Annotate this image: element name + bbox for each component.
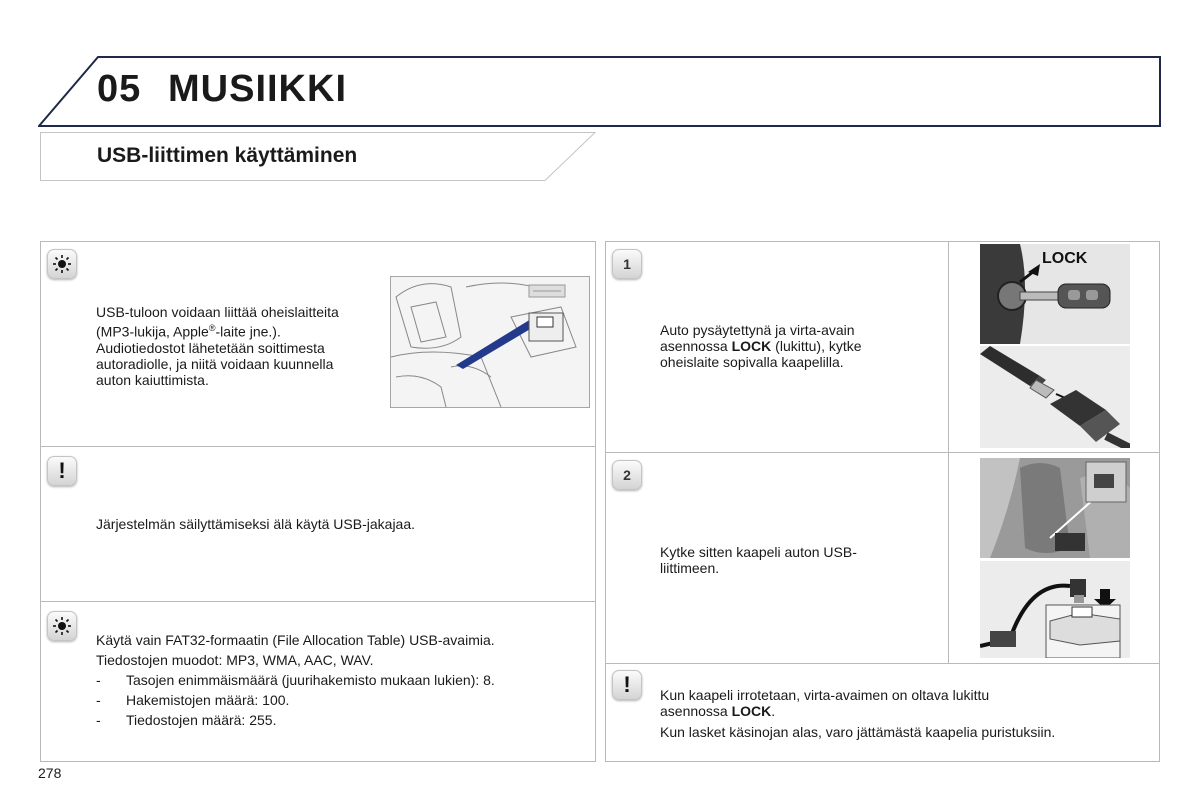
lock-keyword: LOCK	[731, 703, 772, 719]
list-item	[96, 670, 586, 690]
disconnect-warning-text	[660, 687, 1155, 741]
text-fragment: -laite jne.).	[215, 323, 281, 340]
text-line	[660, 703, 1155, 719]
text-line	[96, 320, 386, 340]
text-line: Tiedostojen muodot: MP3, WMA, AAC, WAV.	[96, 652, 374, 668]
text-line: liittimeen.	[660, 560, 720, 576]
list-item-text: Tiedostojen määrä: 255.	[126, 712, 277, 728]
usb-port-location-illustration	[390, 276, 590, 408]
divider	[40, 601, 596, 602]
step-2-badge	[612, 460, 642, 490]
text-line: oheislaite sopivalla kaapelilla.	[660, 354, 844, 370]
list-dash: -	[96, 692, 101, 708]
list-item	[96, 710, 586, 730]
step-1-badge	[612, 249, 642, 279]
lock-label: LOCK	[1042, 250, 1088, 267]
text-line: autoradiolle, ja niitä voidaan kuunnella	[96, 355, 334, 372]
divider	[40, 446, 596, 447]
warning-icon: !	[47, 456, 77, 486]
list-dash: -	[96, 712, 101, 728]
step-number: 1	[623, 256, 631, 272]
text-line: Kytke sitten kaapeli auton USB-	[660, 544, 857, 560]
usb-plug-insert-illustration	[980, 561, 1130, 658]
text-line: Käytä vain FAT32-formaatin (File Allocation Table) USB-avaimia.	[96, 632, 495, 648]
list-item-text: Tasojen enimmäismäärä (juurihakemisto mukaan lukien): 8.	[126, 672, 495, 688]
list-dash: -	[96, 672, 101, 688]
file-format-info	[96, 630, 586, 730]
step-number: 2	[623, 467, 631, 483]
step-1-text	[660, 322, 940, 370]
text-line: Auto pysäytettynä ja virta-avain	[660, 322, 855, 338]
text-fragment: .	[771, 703, 776, 719]
tip-icon	[47, 611, 77, 641]
list-item-text: Hakemistojen määrä: 100.	[126, 692, 290, 708]
text-line: auton kaiuttimista.	[96, 371, 209, 388]
list-item	[96, 690, 586, 710]
chapter-title: MUSIIKKI	[168, 68, 347, 110]
registered-mark: ®	[208, 323, 216, 333]
text-line: Kun kaapeli irrotetaan, virta-avaimen on oltava lukittu	[660, 687, 990, 703]
text-fragment: (lukittu), kytke	[771, 338, 862, 354]
text-fragment: (MP3-lukija, Apple	[96, 323, 209, 340]
text-line: Audiotiedostot lähetetään soittimesta	[96, 339, 325, 356]
divider	[948, 241, 949, 663]
usb-hub-warning-text: Järjestelmän säilyttämiseksi älä käytä USB-jakajaa.	[96, 516, 416, 532]
tip-usb-input-text	[96, 304, 386, 388]
armrest-usb-photo	[980, 458, 1130, 558]
page-number: 278	[38, 765, 62, 781]
text-line	[660, 338, 940, 354]
usb-cable-illustration	[980, 346, 1130, 448]
text-fragment: asennossa	[660, 703, 732, 719]
text-line: USB-tuloon voidaan liittää oheislaitteita	[96, 304, 339, 320]
chapter-number: 05	[97, 68, 142, 110]
divider	[605, 452, 1160, 453]
warning-icon: !	[612, 670, 642, 700]
tip-icon	[47, 249, 77, 279]
text-line: Kun lasket käsinojan alas, varo jättämästä kaapelia puristuksiin.	[660, 724, 1056, 740]
lock-keyword: LOCK	[731, 338, 772, 354]
ignition-lock-illustration	[980, 244, 1130, 344]
section-title: USB-liittimen käyttäminen	[97, 144, 358, 167]
text-fragment: asennossa	[660, 338, 732, 354]
step-2-text	[660, 544, 940, 576]
divider	[605, 663, 1160, 664]
